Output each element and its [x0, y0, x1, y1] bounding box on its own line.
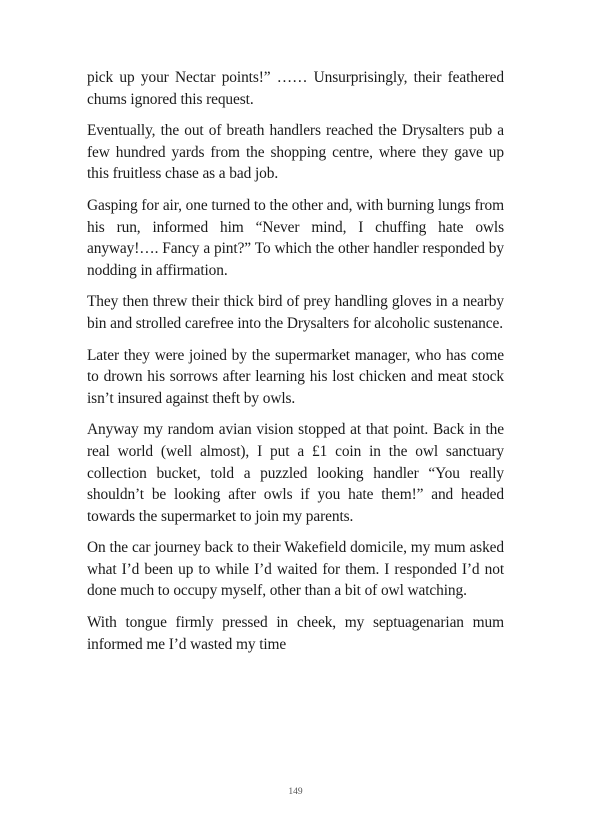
paragraph-supermarket-manager: Later they were joined by the supermarket manager, who has come to drown his sorrows after learning his lost chicken and meat stock isn’t insured against theft by owls.: [87, 346, 504, 407]
page-number: 149: [288, 787, 303, 797]
paragraph-nectar-points: pick up your Nectar points!” …… Unsurprisingly, their feathered chums ignored this request.: [87, 69, 504, 108]
paragraph-tongue-in-cheek: With tongue firmly pressed in cheek, my septuagenarian mum informed me I’d wasted my time: [87, 614, 504, 653]
paragraph-drysalters-pub: Eventually, the out of breath handlers reached the Drysalters pub a few hundred yards from the shopping centre, where they gave up this fruitless chase as a bad job.: [87, 122, 504, 183]
paragraph-avian-vision: Anyway my random avian vision stopped at that point. Back in the real world (well almost), I put a £1 coin in the owl sanctuary collection bucket, told a puzzled looking handler “You really shouldn’t be looking after owls if you hate them!” and headed towards the supermarket to join my parents.: [87, 421, 504, 525]
paragraph-car-journey: On the car journey back to their Wakefield domicile, my mum asked what I’d been up to while I’d waited for them. I responded I’d not done much to occupy myself, other than a bit of owl watching.: [87, 539, 504, 600]
paragraph-gasping-for-air: Gasping for air, one turned to the other and, with burning lungs from his run, informed him “Never mind, I chuffing hate owls anyway!…. Fancy a pint?” To which the other handler responded by nodding in affirmation.: [87, 196, 504, 279]
page-body: [87, 67, 504, 655]
paragraph-handling-gloves: They then threw their thick bird of prey handling gloves in a nearby bin and strolled carefree into the Drysalters for alcoholic sustenance.: [87, 293, 504, 332]
